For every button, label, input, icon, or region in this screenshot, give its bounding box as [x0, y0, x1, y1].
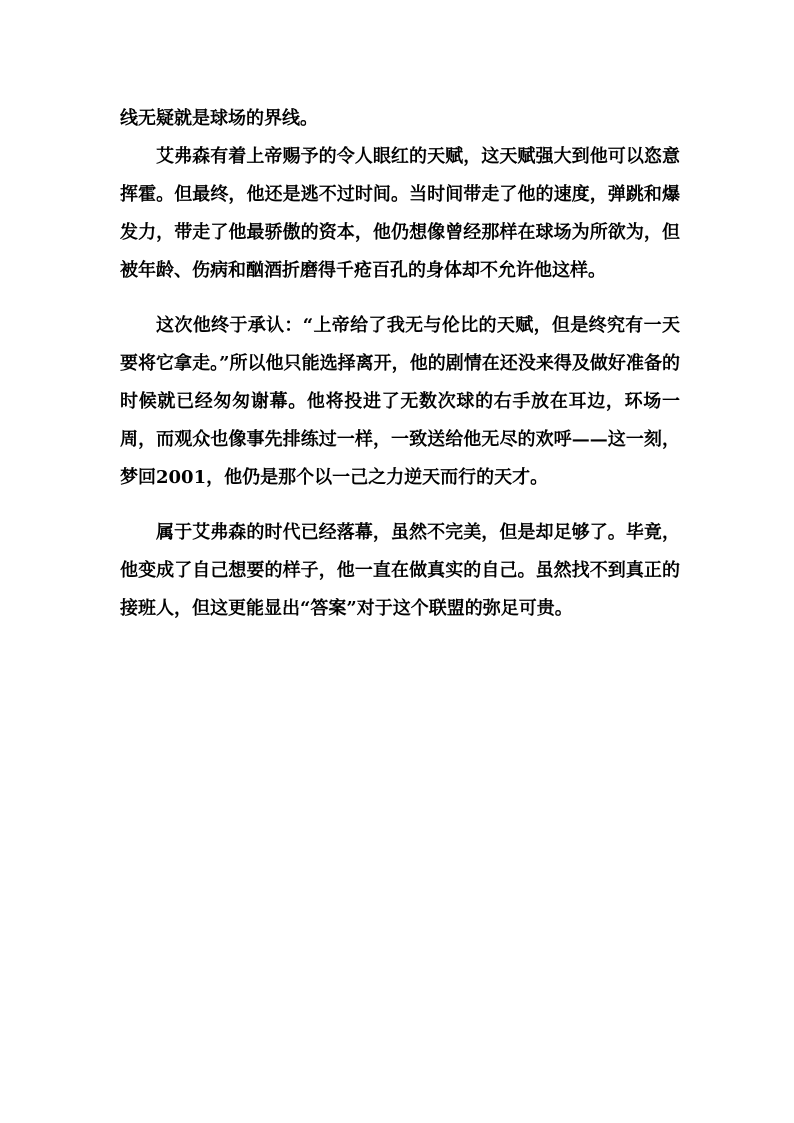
paragraph-continuation: 线无疑就是球场的界线。 [120, 108, 318, 129]
article-body [120, 100, 680, 628]
paragraph-talent: 艾弗森有着上帝赐予的令人眼红的天赋，这天赋强大到他可以恣意挥霍。但最终，他还是逃不过时间。当时间带走了他的速度，弹跳和爆发力，带走了他最骄傲的资本，他仍想像曾经那样在球场为所欲为，但被年龄、伤病和酗酒折磨得千疮百孔的身体却不允许他这样。 [120, 146, 680, 281]
paragraph-era-end: 属于艾弗森的时代已经落幕，虽然不完美，但是却足够了。毕竟，他变成了自己想要的样子，他一直在做真实的自己。虽然找不到真正的接班人，但这更能显出“答案”对于这个联盟的弥足可贵。 [120, 522, 680, 619]
paragraph-farewell: 这次他终于承认：“上帝给了我无与伦比的天赋，但是终究有一天要将它拿走。”所以他只能选择离开，他的剧情在还没来得及做好准备的时候就已经匆匆谢幕。他将投进了无数次球的右手放在耳边，环场一周，而观众也像事先排练过一样，一致送给他无尽的欢呼——这一刻，梦回2001，他仍是那个以一己之力逆天而行的天才。 [120, 315, 680, 488]
